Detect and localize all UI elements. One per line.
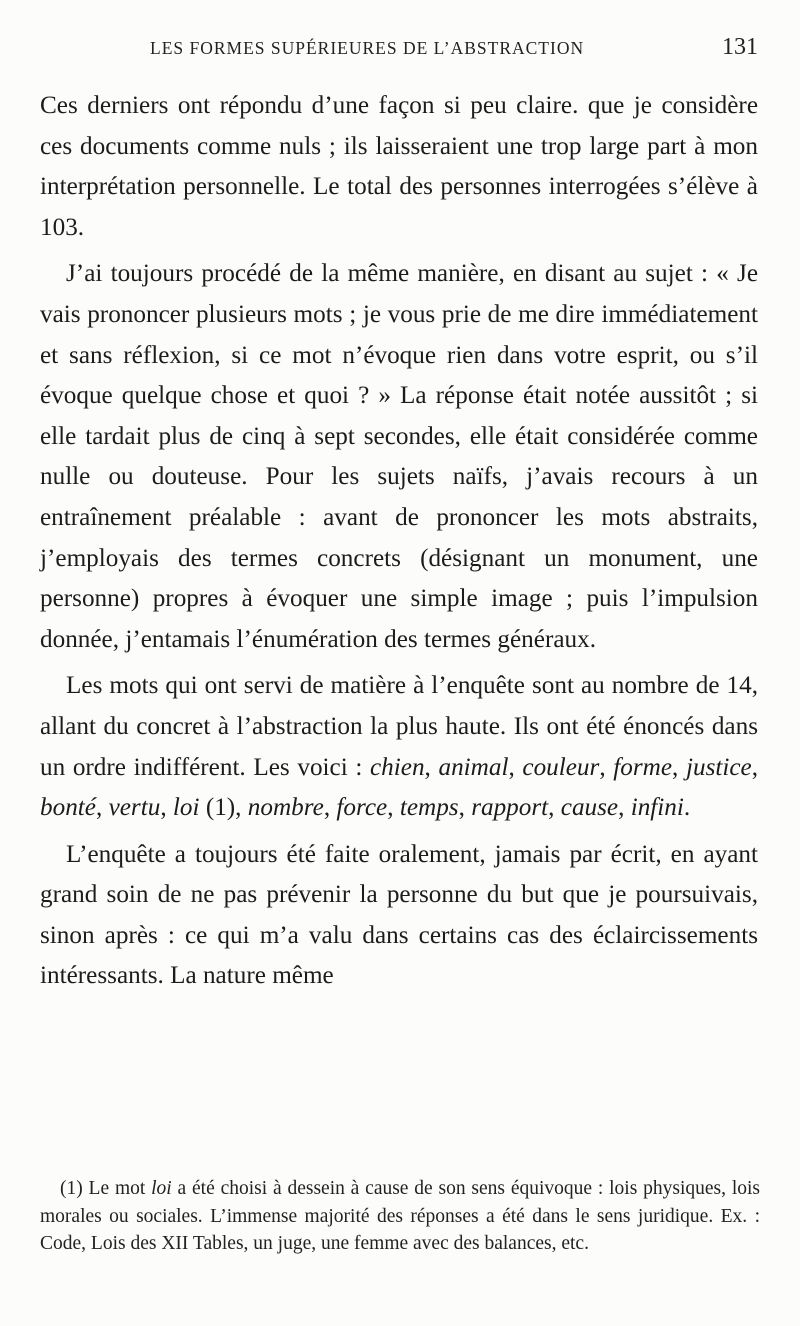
word-forme: forme xyxy=(613,753,673,781)
word-bonte: bonté xyxy=(40,794,96,822)
footnote xyxy=(40,1175,760,1258)
word-couleur: couleur xyxy=(522,753,600,781)
running-head xyxy=(40,34,758,66)
paragraph-4: L’enquête a toujours été faite oralement, jamais par écrit, en ayant grand soin de ne pas prévenir la personne du but que je poursuivais, sinon après : ce qui m’a valu dans certains cas des éclaircissements intéressants. La nature même xyxy=(40,840,758,990)
word-animal: animal xyxy=(438,753,509,781)
word-vertu: vertu xyxy=(108,794,161,822)
word-temps: temps xyxy=(399,794,459,822)
page-number: 131 xyxy=(722,34,758,60)
word-justice: justice xyxy=(685,753,752,781)
paragraph-2: J’ai toujours procédé de la même manière, en disant au sujet : « Je vais prononcer plusieurs mots ; je vous prie de me dire immédiatement et sans réflexion, si ce mot n’évoque rien dans votre esprit, ou s’il évoque quelque chose et quoi ? » La réponse était notée aussitôt ; si elle tardait plus de cinq à sept secondes, elle était considérée comme nulle ou douteuse. Pour les sujets naïfs, j’avais recours à un entraînement préalable : avant de prononcer les mots abstraits, j’employais des termes concrets (désignant un monument, une personne) propres à évoquer une simple image ; puis l’impulsion donnée, j’entamais l’énumération des termes généraux. xyxy=(40,260,758,653)
paragraph-3-intro: Les mots qui ont servi de matière à l’enquête sont au nombre de 14, allant du concret à l’abstraction la plus haute. Ils ont été énoncés dans un ordre indifférent. Les voici : xyxy=(40,672,758,781)
word-cause: cause xyxy=(560,794,619,822)
word-infini: infini xyxy=(630,794,684,822)
word-force: force xyxy=(336,794,388,822)
word-nombre: nombre xyxy=(247,794,324,822)
footnote-body: a été choisi à dessein à cause de son sens équivoque : lois physiques, lois morales ou sociales. L’immense majorité des réponses a été dans le sens juridique. Ex. : Code, Lois des XII Tables, un juge, une femme avec des balances, etc. xyxy=(40,1178,761,1254)
body-text xyxy=(40,86,758,997)
footnote-reference: (1), xyxy=(199,794,248,822)
paragraph-1: Ces derniers ont répondu d’une façon si peu claire. que je considère ces documents comme nuls ; ils laisseraient une trop large part à mon interprétation personnelle. Le total des personnes interrogées s’élève à 103. xyxy=(40,92,758,241)
paragraph-3: Les mots qui ont servi de matière à l’enquête sont au nombre de 14, allant du concret à l’abstraction la plus haute. Ils ont été énoncés dans un ordre indifférent. Les voici : chien, animal, couleur, forme, justice, bonté, vertu, loi (1), nombre, force, temps, rapport, cause, infini. xyxy=(40,672,759,822)
word-rapport: rapport xyxy=(471,794,549,822)
footnote-text xyxy=(40,1175,760,1258)
word-chien: chien xyxy=(370,753,425,781)
footnote-word: loi xyxy=(151,1178,172,1199)
footnote-marker: (1) Le mot xyxy=(60,1178,152,1199)
running-title: LES FORMES SUPÉRIEURES DE L’ABSTRACTION xyxy=(150,38,585,58)
word-loi: loi xyxy=(172,794,200,822)
